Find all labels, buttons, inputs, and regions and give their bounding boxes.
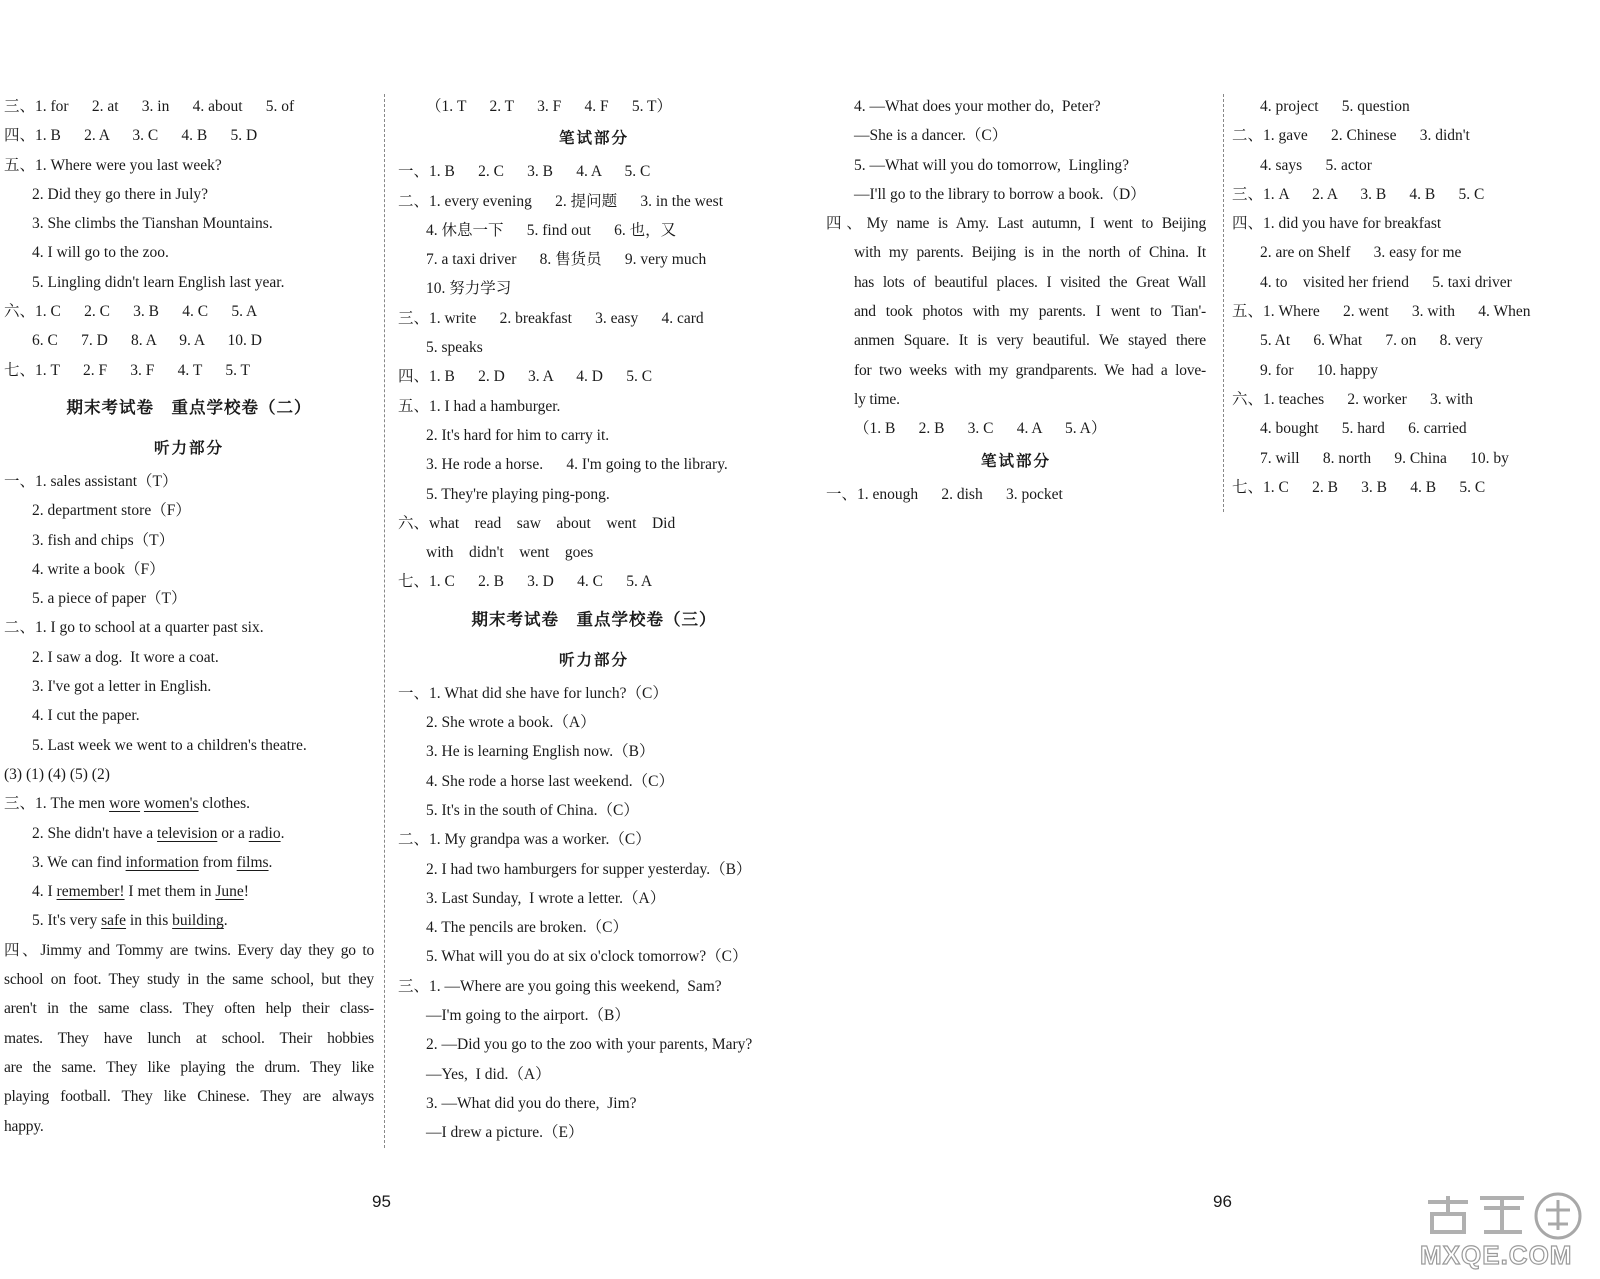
answer-line: 4. She rode a horse last weekend.（C） (426, 772, 674, 790)
answer-line: 3. She climbs the Tianshan Mountains. (32, 215, 273, 233)
column-1 (4, 92, 374, 1141)
answer-line: 7. a taxi driver 8. 售货员 9. very much (426, 251, 707, 269)
answer-line: 10. 努力学习 (426, 280, 512, 298)
answer-line: 4. project 5. question (1260, 98, 1410, 115)
text: clothes. (198, 795, 251, 813)
answer-line: —I'm going to the airport.（B） (426, 1007, 630, 1025)
underlined-word: radio (248, 824, 281, 842)
answer-line (4, 789, 374, 818)
column-4 (1232, 92, 1594, 502)
answer-line: 2. I had two hamburgers for supper yesterday.（B） (426, 860, 752, 878)
passage-line: for two weeks with my grandparents. We had a love- (854, 361, 1206, 379)
answer-line: 3. We can find information from films. (32, 853, 273, 871)
answer-line: 2. —Did you go to the zoo with your parents, Mary? (426, 1036, 753, 1054)
answer-line: 4. bought 5. hard 6. carried (1260, 420, 1467, 438)
passage-line: playing football. They like Chinese. They are always (4, 1088, 374, 1106)
answer-line: 三、1. —Where are you going this weekend, Sam? (398, 977, 722, 995)
section-label: 三、 (4, 795, 36, 813)
answer-line: 3. Last Sunday, I wrote a letter.（A） (426, 889, 666, 907)
answer-line: —She is a dancer.（C） (854, 127, 1008, 145)
passage-line: has lots of beautiful places. I visited the Great Wall (854, 273, 1206, 291)
answer-line: 2. department store（F） (32, 502, 191, 520)
answer-line: 5. What will you do at six o'clock tomorrow?（C） (426, 948, 748, 966)
answer-line: 七、1. T 2. F 3. F 4. T 5. T (4, 361, 251, 379)
answer-line: 三、1. write 2. breakfast 3. easy 4. card (398, 309, 704, 327)
column-divider (384, 94, 385, 1148)
answer-line: 六、1. C 2. C 3. B 4. C 5. A (4, 303, 258, 321)
answer-line: —I drew a picture.（E） (426, 1124, 584, 1142)
answer-line: 3. He rode a horse. 4. I'm going to the library. (426, 456, 728, 474)
answer-line: 三、1. A 2. A 3. B 4. B 5. C (1232, 185, 1485, 203)
answer-line: 四、1. B 2. D 3. A 4. D 5. C (398, 368, 653, 386)
passage-line: mates. They have lunch at school. Their hobbies (4, 1029, 374, 1047)
passage-line: with my parents. Beijing is in the north of China. It (854, 244, 1206, 262)
column-2 (398, 92, 790, 1148)
answer-line: with didn't went goes (426, 544, 594, 562)
text: 3. We can find (32, 853, 126, 871)
answer-line: 五、1. I had a hamburger. (398, 397, 561, 415)
page-number: 95 (372, 1192, 391, 1211)
underlined-word: safe (101, 912, 127, 930)
answer-line: 4. says 5. actor (1260, 156, 1372, 174)
text: from (198, 853, 237, 871)
text: I met them in (124, 883, 216, 901)
underlined-word: films (236, 853, 269, 871)
section-heading: 期末考试卷 重点学校卷（二） (66, 397, 312, 417)
answer-line: 4. —What does your mother do, Peter? (854, 98, 1101, 115)
passage-line: ly time. (854, 390, 900, 408)
section-subheading: 听力部分 (558, 651, 629, 669)
text: 4. I (32, 883, 57, 901)
section-subheading: 笔试部分 (980, 452, 1051, 470)
answer-line: 2. Did they go there in July? (32, 185, 209, 203)
section-subheading: 听力部分 (153, 439, 224, 457)
text: in this (126, 912, 173, 930)
answer-line: 5. At 6. What 7. on 8. very (1260, 332, 1483, 350)
answer-line: 一、1. sales assistant（T） (4, 472, 178, 490)
answer-line: 4. The pencils are broken.（C） (426, 919, 629, 937)
text: or a (217, 824, 249, 842)
answer-line: 5. Lingling didn't learn English last year. (32, 273, 285, 291)
underlined-word: building (172, 912, 224, 930)
answer-line: 二、1. My grandpa was a worker.（C） (398, 831, 651, 849)
answer-line: 6. C 7. D 8. A 9. A 10. D (32, 332, 262, 350)
passage-line: happy. (4, 1117, 44, 1135)
answer-line: 2. It's hard for him to carry it. (426, 426, 610, 444)
answer-line: (3) (1) (4) (5) (2) (4, 765, 110, 783)
answer-line: 4. I remember! I met them in June! (32, 883, 249, 901)
answer-line: 2. are on Shelf 3. easy for me (1260, 244, 1462, 262)
answer-line: 二、1. I go to school at a quarter past six. (4, 619, 264, 637)
answer-line: 5. speaks (426, 339, 483, 357)
answer-line: 2. She didn't have a television or a radio. (32, 824, 285, 842)
passage-line: anmen Square. It is very beautiful. We stayed there (854, 332, 1206, 350)
answer-line: 六、what read saw about went Did (398, 514, 676, 532)
page-number: 96 (1213, 1192, 1232, 1211)
answer-line: （1. B 2. B 3. C 4. A 5. A） (854, 420, 1107, 438)
answer-line: 7. will 8. north 9. China 10. by (1260, 449, 1509, 467)
answer-line: —I'll go to the library to borrow a book.（D） (854, 185, 1146, 203)
answer-line: 四、1. did you have for breakfast (1232, 215, 1442, 233)
watermark-text: MXQE.COM (1420, 1240, 1573, 1270)
section-heading: 期末考试卷 重点学校卷（三） (471, 609, 717, 629)
passage-line: school on foot. They study in the same school, but they (4, 971, 374, 989)
answer-line: 五、1. Where 2. went 3. with 4. When (1232, 303, 1531, 321)
answer-line: 3. —What did you do there, Jim? (426, 1094, 637, 1112)
answer-line: 5. It's in the south of China.（C） (426, 801, 639, 819)
answer-line: 2. She wrote a book.（A） (426, 714, 596, 732)
underlined-word: women's (143, 795, 199, 813)
answer-line: —Yes, I did.（A） (426, 1065, 551, 1083)
underlined-word: television (157, 824, 218, 842)
section-subheading: 笔试部分 (558, 130, 629, 148)
answer-line: 4. I cut the paper. (32, 707, 140, 725)
underlined-word: information (125, 853, 199, 871)
answer-line: 一、1. What did she have for lunch?（C） (398, 684, 668, 702)
answer-line: 5. They're playing ping-pong. (426, 485, 610, 503)
answer-line: 5. It's very safe in this building. (32, 912, 228, 930)
answer-line: 5. Last week we went to a children's theatre. (32, 736, 307, 754)
answer-line: 4. I will go to the zoo. (32, 244, 169, 262)
answer-line: 3. I've got a letter in English. (32, 678, 212, 696)
answer-line: 二、1. every evening 2. 提问题 3. in the west (398, 192, 724, 210)
passage-line: 四、My name is Amy. Last autumn, I went to Beijing (826, 215, 1206, 233)
answer-line: 4. write a book（F） (32, 560, 165, 578)
answer-line: 一、1. enough 2. dish 3. pocket (826, 485, 1063, 503)
answer-line: 二、1. gave 2. Chinese 3. didn't (1232, 127, 1470, 145)
answer-line: 4. to visited her friend 5. taxi driver (1260, 273, 1512, 291)
answer-line: 四、1. B 2. A 3. C 4. B 5. D (4, 127, 258, 145)
text: 5. It's very (32, 912, 102, 930)
text: 2. She didn't have a (32, 824, 158, 842)
answer-line: 4. 休息一下 5. find out 6. 也，又 (426, 221, 677, 239)
passage-line: and took photos with my parents. I went to Tian'- (854, 303, 1206, 321)
underlined-word: wore (109, 795, 141, 813)
answer-line: 2. I saw a dog. It wore a coat. (32, 648, 219, 666)
passage-line: aren't in the same class. They often help their class- (4, 1000, 374, 1018)
text: 1. The men (35, 795, 110, 813)
answer-line: 一、1. B 2. C 3. B 4. A 5. C (398, 163, 651, 181)
underlined-word: June (215, 883, 244, 901)
answer-line: 3. He is learning English now.（B） (426, 743, 655, 761)
answer-line: 9. for 10. happy (1260, 361, 1378, 379)
answer-line: （1. T 2. T 3. F 4. F 5. T） (426, 98, 673, 115)
answer-line: 七、1. C 2. B 3. B 4. B 5. C (1232, 478, 1486, 496)
passage-line: are the same. They like playing the drum. They like (4, 1058, 374, 1076)
answer-line: 5. a piece of paper（T） (32, 590, 187, 608)
column-divider (1223, 94, 1224, 512)
underlined-word: remember! (56, 883, 125, 901)
answer-line: 六、1. teaches 2. worker 3. with (1232, 390, 1474, 408)
answer-line: 七、1. C 2. B 3. D 4. C 5. A (398, 573, 653, 591)
answer-line: 五、1. Where were you last week? (4, 156, 222, 174)
column-3 (826, 92, 1206, 509)
passage-line: 四、Jimmy and Tommy are twins. Every day they go to (4, 941, 374, 959)
answer-line: 5. —What will you do tomorrow, Lingling? (854, 156, 1129, 174)
answer-line: 3. fish and chips（T） (32, 531, 175, 549)
answer-line: 三、1. for 2. at 3. in 4. about 5. of (4, 98, 295, 115)
